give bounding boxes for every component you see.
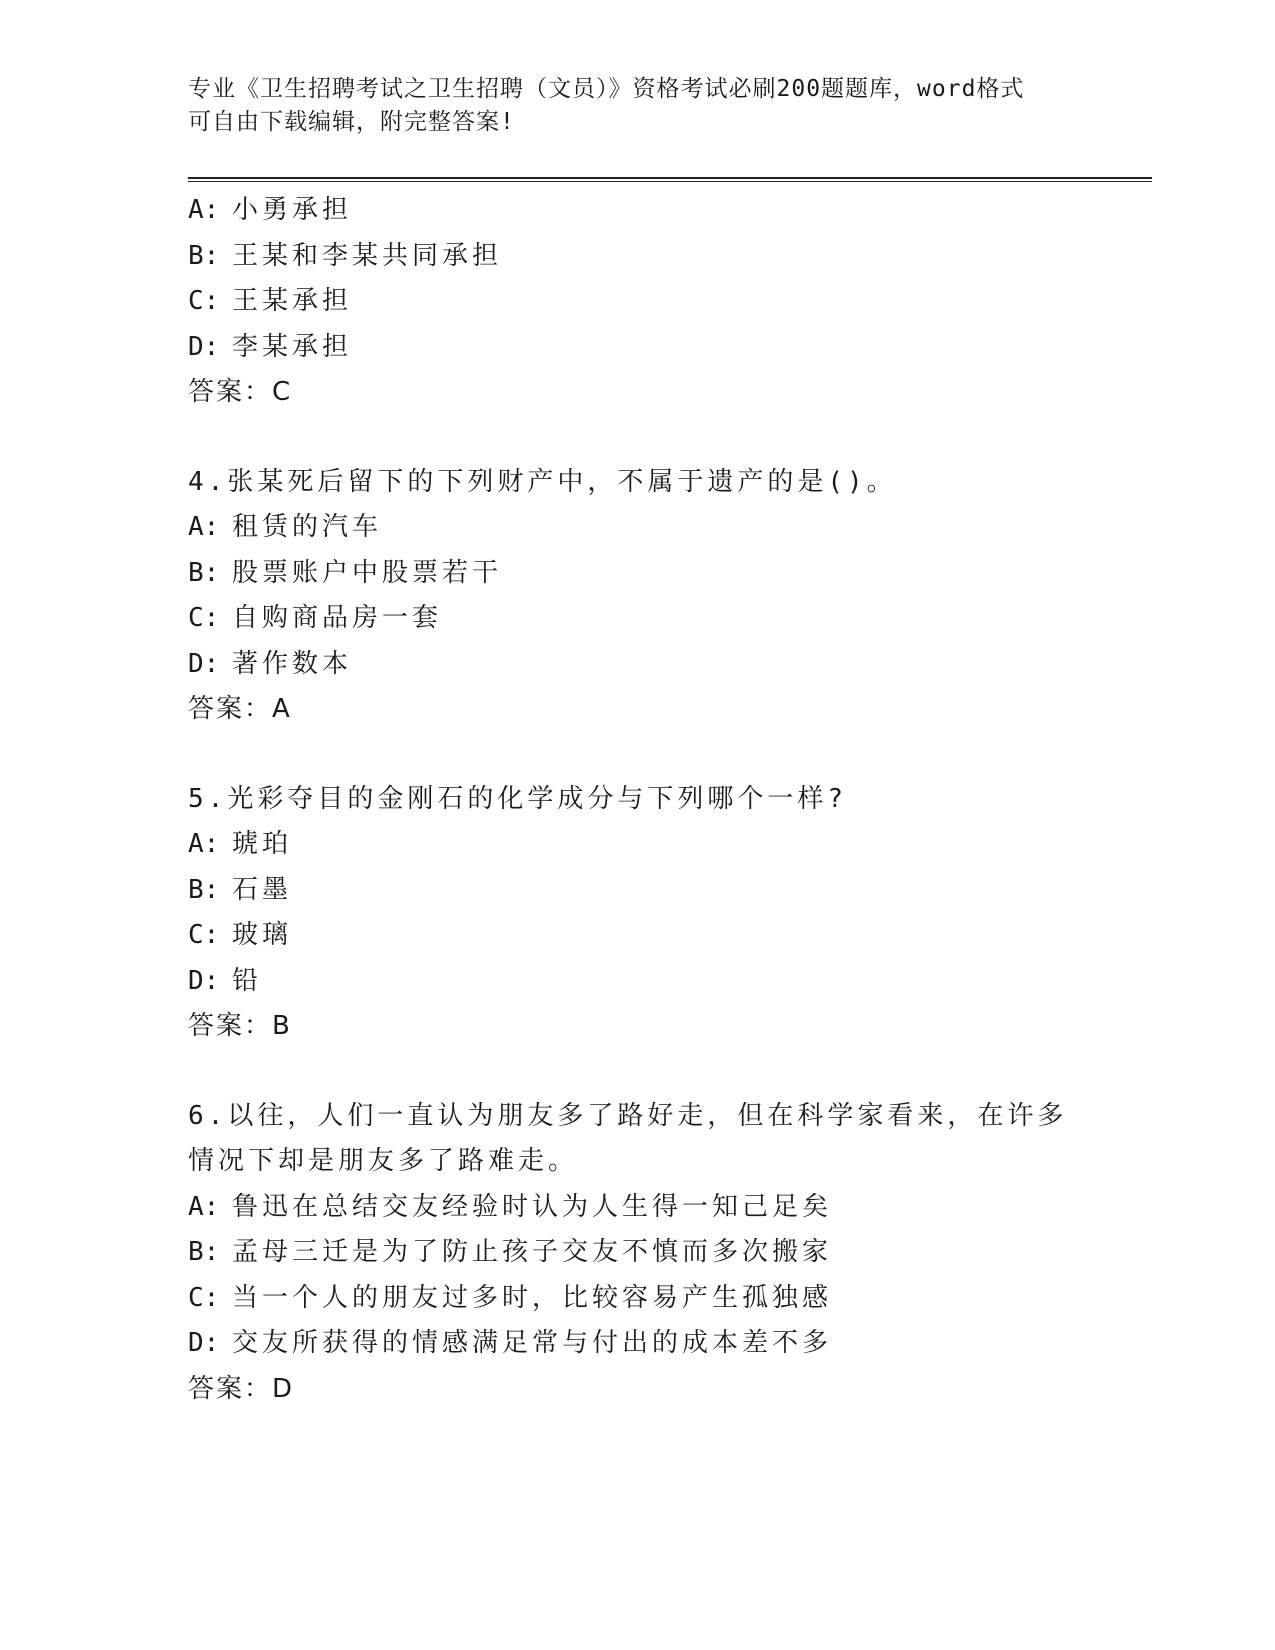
answer-line: 答案：D: [188, 1373, 295, 1404]
header-divider: [188, 177, 1152, 182]
question-block-5: [188, 777, 1152, 1050]
option-c: C: 自购商品房一套: [188, 603, 443, 633]
option-c: C: 玻璃: [188, 920, 293, 950]
answer-line: 答案：C: [188, 377, 293, 407]
header-line-2: 可自由下载编辑，附完整答案!: [188, 109, 515, 135]
question-block-continued: [188, 188, 1152, 416]
option-a: A: 鲁迅在总结交友经验时认为人生得一知己足矣: [188, 1191, 833, 1222]
option-b: B: 王某和李某共同承担: [188, 240, 503, 271]
option-b: B: 股票账户中股票若干: [188, 557, 503, 588]
option-a: A: 琥珀: [188, 829, 293, 859]
question-block-4: [188, 460, 1152, 733]
question-list: [188, 188, 1152, 1412]
answer-line: 答案：A: [188, 694, 292, 724]
option-d: D: 著作数本: [188, 648, 353, 679]
option-d: D: 铅: [188, 965, 263, 996]
option-c: C: 当一个人的朋友过多时，比较容易产生孤独感: [188, 1282, 833, 1313]
question-text: 6.以往，人们一直认为朋友多了路好走，但在科学家看来，在许多情况下却是朋友多了路难走。: [188, 1100, 1068, 1176]
option-c: C: 王某承担: [188, 286, 353, 316]
answer-line: 答案：B: [188, 1011, 292, 1041]
question-text: 4.张某死后留下的下列财产中，不属于遗产的是()。: [188, 466, 897, 497]
option-a: A: 小勇承担: [188, 195, 353, 225]
question-text: 5.光彩夺目的金刚石的化学成分与下列哪个一样?: [188, 783, 847, 814]
option-d: D: 交友所获得的情感满足常与付出的成本差不多: [188, 1328, 833, 1358]
option-b: B: 石墨: [188, 874, 293, 905]
header-line-1: 专业《卫生招聘考试之卫生招聘（文员）》资格考试必刷200题题库，word格式: [188, 76, 1025, 102]
option-a: A: 租赁的汽车: [188, 512, 383, 542]
document-header: [188, 73, 1088, 139]
option-b: B: 孟母三迁是为了防止孩子交友不慎而多次搬家: [188, 1237, 833, 1267]
option-d: D: 李某承担: [188, 331, 353, 362]
question-block-6: [188, 1094, 1152, 1413]
